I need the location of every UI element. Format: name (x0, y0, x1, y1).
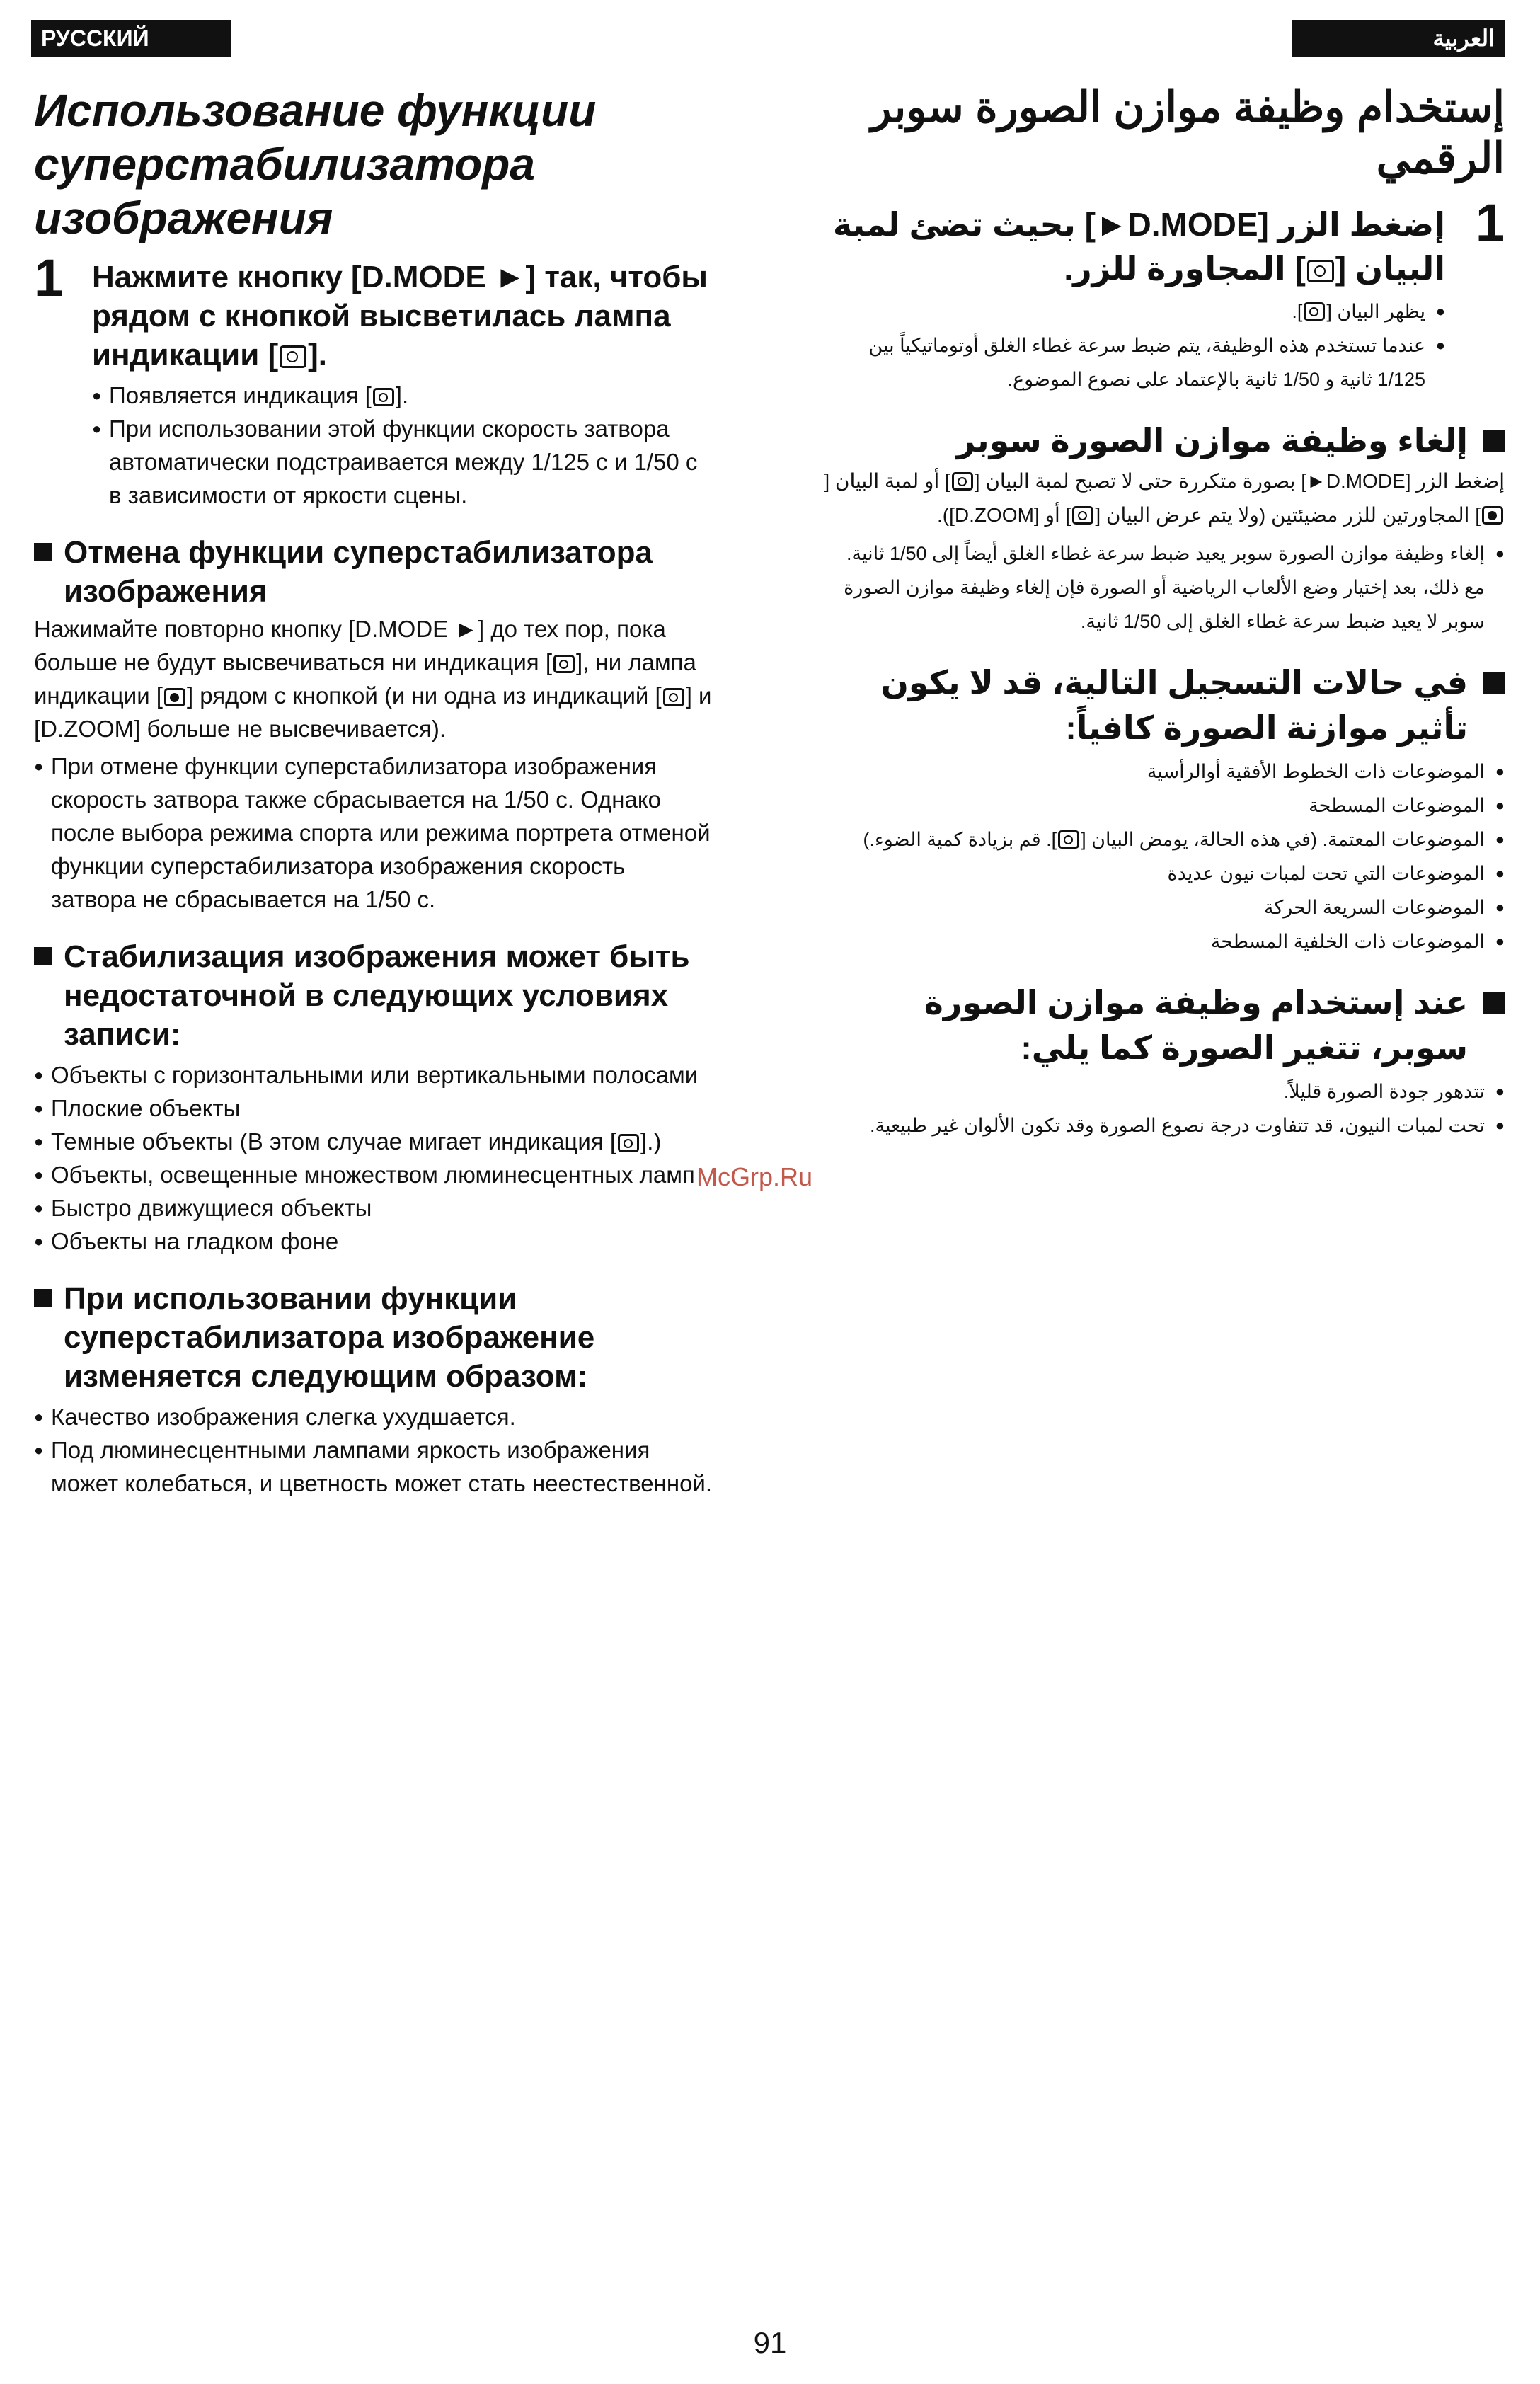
cancel-paragraph-arabic: إضغط الزر [D.MODE►] بصورة متكررة حتى لا تصبح لمبة البيان [] أو لمبة البيان [] المجاورتين للزر مضيئتين (ولا يتم عرض البيان [] أو [D.ZOOM]). (824, 470, 1505, 526)
list-item: ● Темные объекты (В этом случае мигает индикация [ ].) (34, 1125, 713, 1158)
step-1-notes (92, 379, 713, 512)
list-item: ● الموضوعات المسطحة (821, 789, 1505, 823)
list-item: ● الموضوعات التي تحت لمبات نيون عديدة (821, 856, 1505, 890)
list-item: ● يظهر البيان []. (821, 294, 1445, 328)
watermark: McGrp.Ru (696, 1162, 813, 1191)
stabilizer-icon (1307, 260, 1334, 282)
list-item: ● Объекты, освещенные множеством люминесцентных ламп (34, 1158, 713, 1191)
stabilizer-icon (663, 688, 684, 706)
cancel-section (34, 533, 713, 916)
stabilizer-icon (553, 655, 575, 673)
cancel-heading-arabic: إلغاء وظيفة موازن الصورة سوبر (821, 418, 1505, 463)
lamp-icon (1482, 506, 1503, 525)
step-1 (34, 248, 713, 512)
list-item: ● Плоские объекты (34, 1091, 713, 1125)
list-item: ● تتدهور جودة الصورة قليلاً. (821, 1074, 1505, 1108)
page-title-arabic: إستخدام وظيفة موازن الصورة سوبر الرقمي (870, 84, 1505, 182)
page-number: 91 (753, 2326, 787, 2359)
list-item: ● الموضوعات ذات الخلفية المسطحة (821, 924, 1505, 958)
list-item: ● Объекты на гладком фоне (34, 1225, 713, 1258)
step-1-instruction: Нажмите кнопку [D.MODE ►] так, чтобы рядом с кнопкой высветилась лампа индикации [ ]. (92, 260, 708, 372)
insufficient-heading: Стабилизация изображения может быть недостаточной в следующих условиях записи: (34, 937, 713, 1054)
step-number: 1 (1475, 193, 1505, 252)
step-number: 1 (34, 248, 64, 307)
step-1-arabic (821, 193, 1505, 396)
lamp-icon (164, 688, 185, 706)
cancel-notes-arabic (821, 537, 1505, 638)
changes-section-arabic (821, 980, 1505, 1142)
insufficient-list (34, 1058, 713, 1258)
russian-column (34, 84, 713, 1500)
list-item: ● الموضوعات ذات الخطوط الأفقية أوالرأسية (821, 755, 1505, 789)
step-1-notes-arabic (821, 294, 1445, 396)
arabic-column (821, 82, 1505, 1142)
list-item: ● Под люминесцентными лампами яркость изображения может колебаться, и цветность может стать неестественной. (34, 1433, 713, 1500)
list-item: ● Качество изображения слегка ухудшается. (34, 1400, 713, 1433)
insufficient-list-arabic (821, 755, 1505, 958)
stabilizer-icon (280, 345, 306, 368)
cancel-section-arabic (821, 418, 1505, 638)
cancel-heading: Отмена функции суперстабилизатора изображения (34, 533, 713, 611)
list-item: ● При использовании этой функции скорость затвора автоматически подстраивается между 1/125 с и 1/50 с в зависимости от яркости сцены. (92, 412, 713, 512)
changes-list (34, 1400, 713, 1500)
stabilizer-icon (1058, 830, 1079, 849)
page-title: Использование функции суперстабилизатора изображения (34, 85, 597, 243)
stabilizer-icon (373, 388, 394, 406)
stabilizer-icon (1072, 506, 1093, 525)
step-1-instruction-arabic: إضغط الزر [D.MODE►] بحيث تضئ لمبة البيان [] المجاورة للزر. (832, 206, 1445, 287)
cancel-paragraph: Нажимайте повторно кнопку [D.MODE ►] до тех пор, пока больше не будут высвечиваться ни индикация [ ], ни лампа индикации [ ] рядом с кнопкой (и ни одна из индикаций [ ] и [D.ZOOM] больше не высвечивается). (34, 616, 712, 742)
list-item: ● إلغاء وظيفة موازن الصورة سوبر يعيد ضبط سرعة غطاء الغلق أيضاً إلى 1/50 ثانية. مع ذلك، بعد إختيار وضع الألعاب الرياضية أو الصورة فإن إلغاء وظيفة موازن الصورة سوبر لا يعيد ضبط سرعة غطاء الغلق إلى 1/50 ثانية. (821, 537, 1505, 638)
stabilizer-icon (1304, 302, 1325, 321)
changes-heading: При использовании функции суперстабилизатора изображение изменяется следующим образом: (34, 1279, 713, 1396)
language-tab-russian: РУССКИЙ ЯЗЫК (31, 20, 231, 57)
list-item: ● Появляется индикация [ ]. (92, 379, 713, 412)
list-item: ● تحت لمبات النيون، قد تتفاوت درجة نصوع الصورة وقد تكون الألوان غير طبيعية. (821, 1108, 1505, 1142)
insufficient-heading-arabic: في حالات التسجيل التالية، قد لا يكون تأثير موازنة الصورة كافياً: (821, 660, 1505, 750)
stabilizer-icon (952, 472, 973, 491)
list-item: ● الموضوعات السريعة الحركة (821, 890, 1505, 924)
language-tab-arabic: العربية (1292, 20, 1505, 57)
insufficient-section (34, 937, 713, 1258)
list-item: ● При отмене функции суперстабилизатора изображения скорость затвора также сбрасывается на 1/50 с. Однако после выбора режима спорта или режима портрета отменой функции суперстабилизатора изображения скорость затвора не сбрасывается на 1/50 с. (34, 750, 713, 916)
stabilizer-icon (618, 1134, 639, 1152)
changes-list-arabic (821, 1074, 1505, 1142)
list-item: ● عندما تستخدم هذه الوظيفة، يتم ضبط سرعة غطاء الغلق أوتوماتيكياً بين 1/125 ثانية و 1/50 ثانية بالإعتماد على نصوع الموضوع. (821, 328, 1445, 396)
insufficient-section-arabic (821, 660, 1505, 958)
list-item: ● Объекты с горизонтальными или вертикальными полосами (34, 1058, 713, 1091)
list-item: ● Быстро движущиеся объекты (34, 1191, 713, 1225)
changes-heading-arabic: عند إستخدام وظيفة موازن الصورة سوبر، تتغير الصورة كما يلي: (821, 980, 1505, 1070)
changes-section (34, 1279, 713, 1500)
list-item: ● الموضوعات المعتمة. (في هذه الحالة، يومض البيان []. قم بزيادة كمية الضوء.) (821, 823, 1505, 856)
cancel-notes (34, 750, 713, 916)
